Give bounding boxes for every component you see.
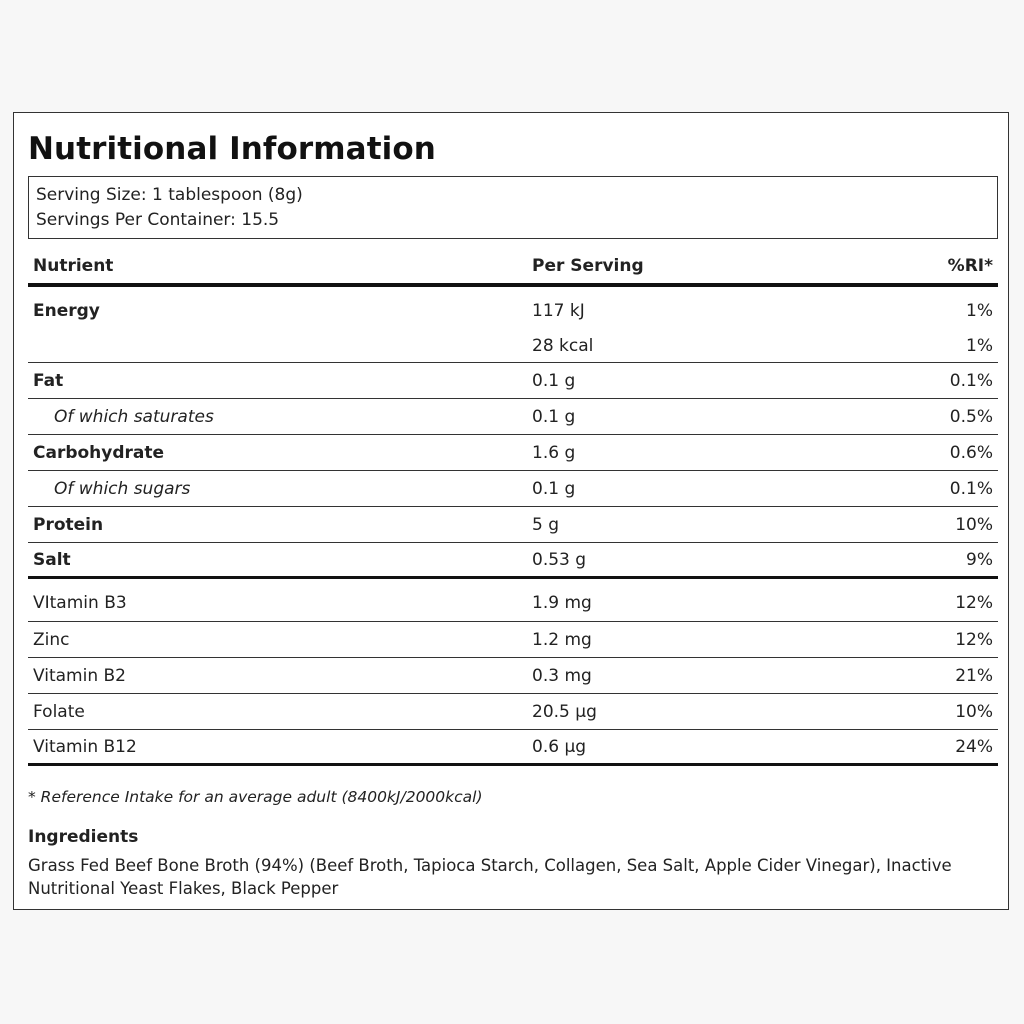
serving-info-box — [28, 176, 998, 239]
ri-value: 10% — [955, 701, 993, 722]
per-serving-value: 0.1 g — [532, 406, 576, 427]
table-row-vitamin-b12 — [28, 730, 998, 766]
nutrient-name: Protein — [33, 514, 104, 535]
ri-value: 24% — [955, 736, 993, 757]
nutrient-name: VItamin B3 — [33, 593, 127, 613]
table-row-salt — [28, 543, 998, 579]
per-serving-value: 20.5 µg — [532, 701, 597, 722]
label-title: Nutritional Information — [28, 131, 436, 167]
ri-value: 0.5% — [949, 406, 993, 427]
ingredients-heading: Ingredients — [28, 827, 139, 847]
nutrient-name: Fat — [33, 370, 64, 391]
per-serving-value: 0.1 g — [532, 478, 576, 499]
table-row-sugars — [28, 471, 998, 507]
per-serving-value: 117 kJ — [532, 301, 585, 321]
ri-value: 1% — [966, 301, 993, 321]
ri-value: 12% — [955, 629, 993, 650]
servings-per-container: Servings Per Container: 15.5 — [36, 210, 280, 230]
table-row-energy-kcal — [28, 329, 998, 363]
ri-value: 0.6% — [949, 442, 993, 463]
per-serving-value: 5 g — [532, 514, 560, 535]
per-serving-value: 0.1 g — [532, 370, 576, 391]
ri-value: 9% — [966, 549, 993, 570]
ri-value: 21% — [955, 665, 993, 686]
per-serving-value: 1.9 mg — [532, 593, 592, 613]
per-serving-value: 0.6 µg — [532, 736, 587, 757]
table-row-vitamin-b2 — [28, 658, 998, 694]
per-serving-value: 28 kcal — [532, 335, 594, 356]
ri-value: 10% — [955, 514, 993, 535]
nutrient-name: Vitamin B12 — [33, 736, 137, 757]
nutrition-label — [13, 112, 1009, 910]
table-row-zinc — [28, 622, 998, 658]
nutrient-name: Of which sugars — [54, 478, 191, 499]
serving-size: Serving Size: 1 tablespoon (8g) — [36, 185, 303, 205]
header-ri: %RI* — [947, 256, 993, 276]
nutrient-name: Vitamin B2 — [33, 665, 127, 686]
nutrient-name: Carbohydrate — [33, 442, 165, 463]
ri-value: 1% — [966, 335, 993, 356]
header-nutrient: Nutrient — [33, 256, 114, 276]
reference-intake-footnote: * Reference Intake for an average adult (8400kJ/2000kcal) — [28, 788, 483, 806]
ri-value: 12% — [955, 593, 993, 613]
table-row-fat — [28, 363, 998, 399]
header-per-serving: Per Serving — [532, 256, 644, 276]
table-row-folate — [28, 694, 998, 730]
table-row-carbohydrate — [28, 435, 998, 471]
per-serving-value: 0.3 mg — [532, 665, 592, 686]
nutrition-table — [28, 249, 998, 766]
table-row-vitamin-b3 — [28, 579, 998, 622]
nutrient-name: Zinc — [33, 629, 70, 650]
table-row-saturates — [28, 399, 998, 435]
per-serving-value: 0.53 g — [532, 549, 587, 570]
table-row-energy-kj — [28, 287, 998, 329]
per-serving-value: 1.6 g — [532, 442, 576, 463]
table-row-protein — [28, 507, 998, 543]
nutrient-name: Of which saturates — [54, 406, 214, 427]
ingredients-text: Grass Fed Beef Bone Broth (94%) (Beef Broth, Tapioca Starch, Collagen, Sea Salt, Apple Cider Vinegar), Inactive Nutritional Yeast Flakes, Black Pepper — [28, 856, 952, 898]
nutrient-name: Folate — [33, 701, 85, 722]
ri-value: 0.1% — [949, 370, 993, 391]
nutrient-name: Energy — [33, 301, 100, 321]
nutrient-name: Salt — [33, 549, 71, 570]
per-serving-value: 1.2 mg — [532, 629, 592, 650]
table-header — [28, 249, 998, 287]
ri-value: 0.1% — [949, 478, 993, 499]
